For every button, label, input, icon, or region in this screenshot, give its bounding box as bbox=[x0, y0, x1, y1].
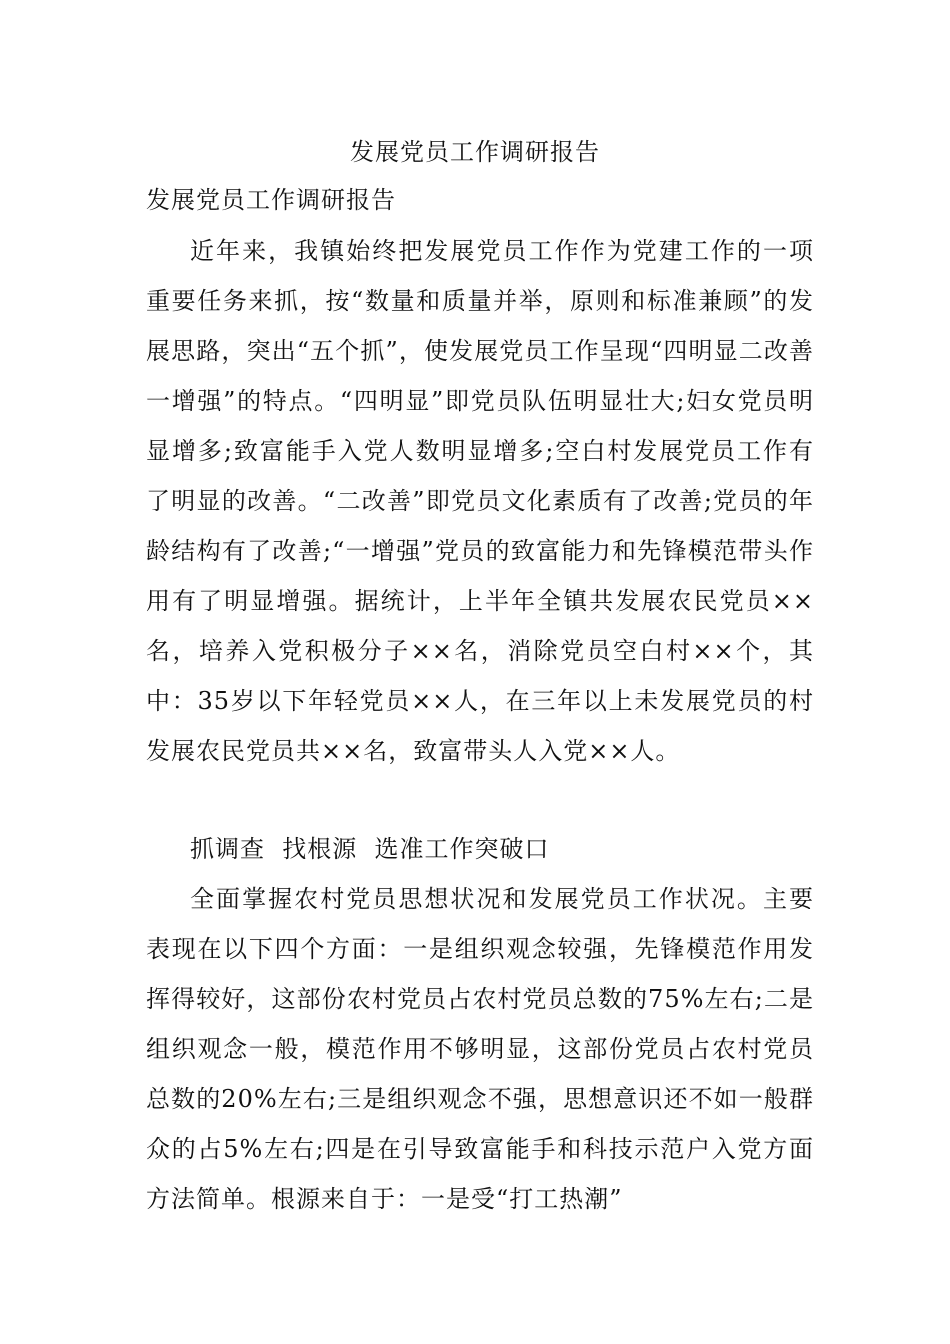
document-title: 发展党员工作调研报告 bbox=[350, 138, 600, 166]
paragraph-intro: 近年来，我镇始终把发展党员工作作为党建工作的一项重要任务来抓，按“数量和质量并举，原则和标准兼顾”的发展思路，突出“五个抓”，使发展党员工作呈现“四明显二改善一增强”的特点。“四明显”即党员队伍明显壮大;妇女党员明显增多;致富能手入党人数明显增多;空白村发展党员工作有了明显的改善。“二改善”即党员文化素质有了改善;党员的年龄结构有了改善;“一增强”党员的致富能力和先锋模范带头作用有了明显增强。据统计，上半年全镇共发展农民党员××名，培养入党积极分子××名，消除党员空白村××个，其中：35岁以下年轻党员××人，在三年以上未发展党员的村发展农民党员共××名，致富带头人入党××人。 bbox=[146, 237, 814, 765]
section-heading: 抓调查 找根源 选准工作突破口 bbox=[190, 835, 550, 863]
document-subtitle: 发展党员工作调研报告 bbox=[146, 186, 396, 214]
paragraph-investigation: 全面掌握农村党员思想状况和发展党员工作状况。主要表现在以下四个方面：一是组织观念较强，先锋模范作用发挥得较好，这部份农村党员占农村党员总数的75%左右;二是组织观念一般，模范作用不够明显，这部份党员占农村党员总数的20%左右;三是组织观念不强，思想意识还不如一般群众的占5%左右;四是在引导致富能手和科技示范户入党方面方法简单。根源来自于：一是受“打工热潮” bbox=[146, 885, 814, 1213]
